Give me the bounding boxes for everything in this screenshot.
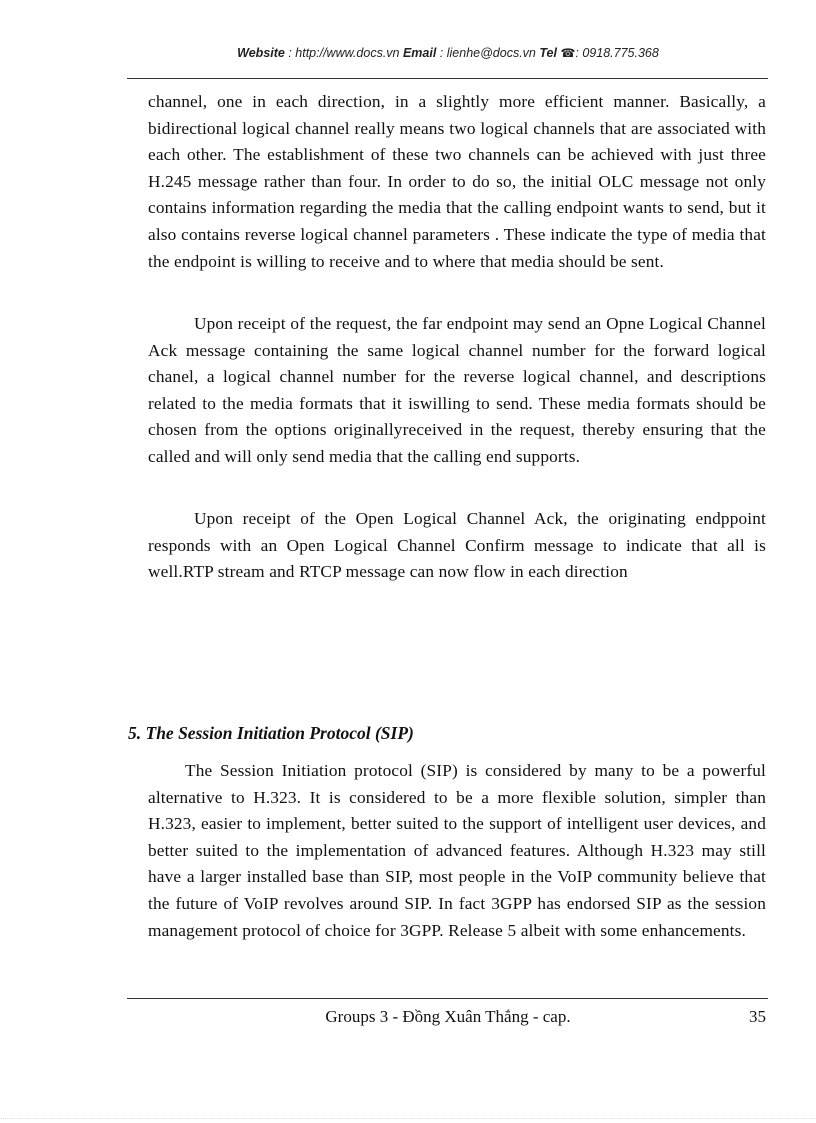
email-label: Email (402, 46, 437, 60)
paragraph-text: Upon receipt of the Open Logical Channel Ack, the originating endppoint responds with an Open Logical Channel Confirm message to indicate that all is well.RTP stream and RTCP message can now flow in each direction (148, 509, 766, 582)
paragraph-channel-confirm (148, 506, 766, 586)
email-value: : lienhe@docs.vn (436, 46, 540, 60)
page-number: 35 (749, 1007, 766, 1026)
paragraph-channel-ack (148, 311, 766, 471)
paragraph-sip-intro (148, 758, 766, 944)
footer-divider (127, 998, 768, 999)
paragraph-bidirectional-channel (148, 89, 766, 275)
header-divider (127, 78, 768, 79)
page-header (128, 46, 768, 60)
section-heading: 5. The Session Initiation Protocol (SIP) (128, 723, 414, 743)
page-edge (0, 1118, 816, 1119)
paragraph-text: The Session Initiation protocol (SIP) is considered by many to be a powerful alternative to H.323. It is considered to be a more flexible solution, simpler than H.323, easier to implement, better suited to the support of intelligent user devices, and better suited to the implementation of advanced features. Although H.323 may still have a larger installed base than SIP, most people in the VoIP community believe that the future of VoIP revolves around SIP. In fact 3GPP has endorsed SIP as the session management protocol of choice for 3GPP. Release 5 albeit with some enhancements. (148, 761, 766, 940)
footer-text: Groups 3 - Đồng Xuân Thắng - cap. (325, 1007, 571, 1026)
website-value: : http://www.docs.vn (284, 46, 403, 60)
phone-icon: ☎ (560, 46, 576, 60)
tel-value: : 0918.775.368 (575, 46, 659, 60)
paragraph-text: Upon receipt of the request, the far endpoint may send an Opne Logical Channel Ack message containing the same logical channel number for the forward logical chanel, a logical channel number for the reverse logical channel, and descriptions related to the media formats that it iswilling to send. These media formats should be chosen from the options originallyreceived in the request, thereby ensuring that the called and will only send media that the calling end supports. (148, 314, 766, 466)
website-label: Website (237, 46, 285, 60)
tel-label: Tel (539, 46, 557, 60)
paragraph-text: channel, one in each direction, in a slightly more efficient manner. Basically, a bidirectional logical channel really means two logical channels that are associated with each other. The establishment of these two channels can be achieved with just three H.245 message rather than four. In order to do so, the initial OLC message not only contains information regarding the media that the calling endpoint wants to send, but it also contains reverse logical channel parameters . These indicate the type of media that the endpoint is willing to receive and to where that media should be sent. (148, 92, 766, 271)
